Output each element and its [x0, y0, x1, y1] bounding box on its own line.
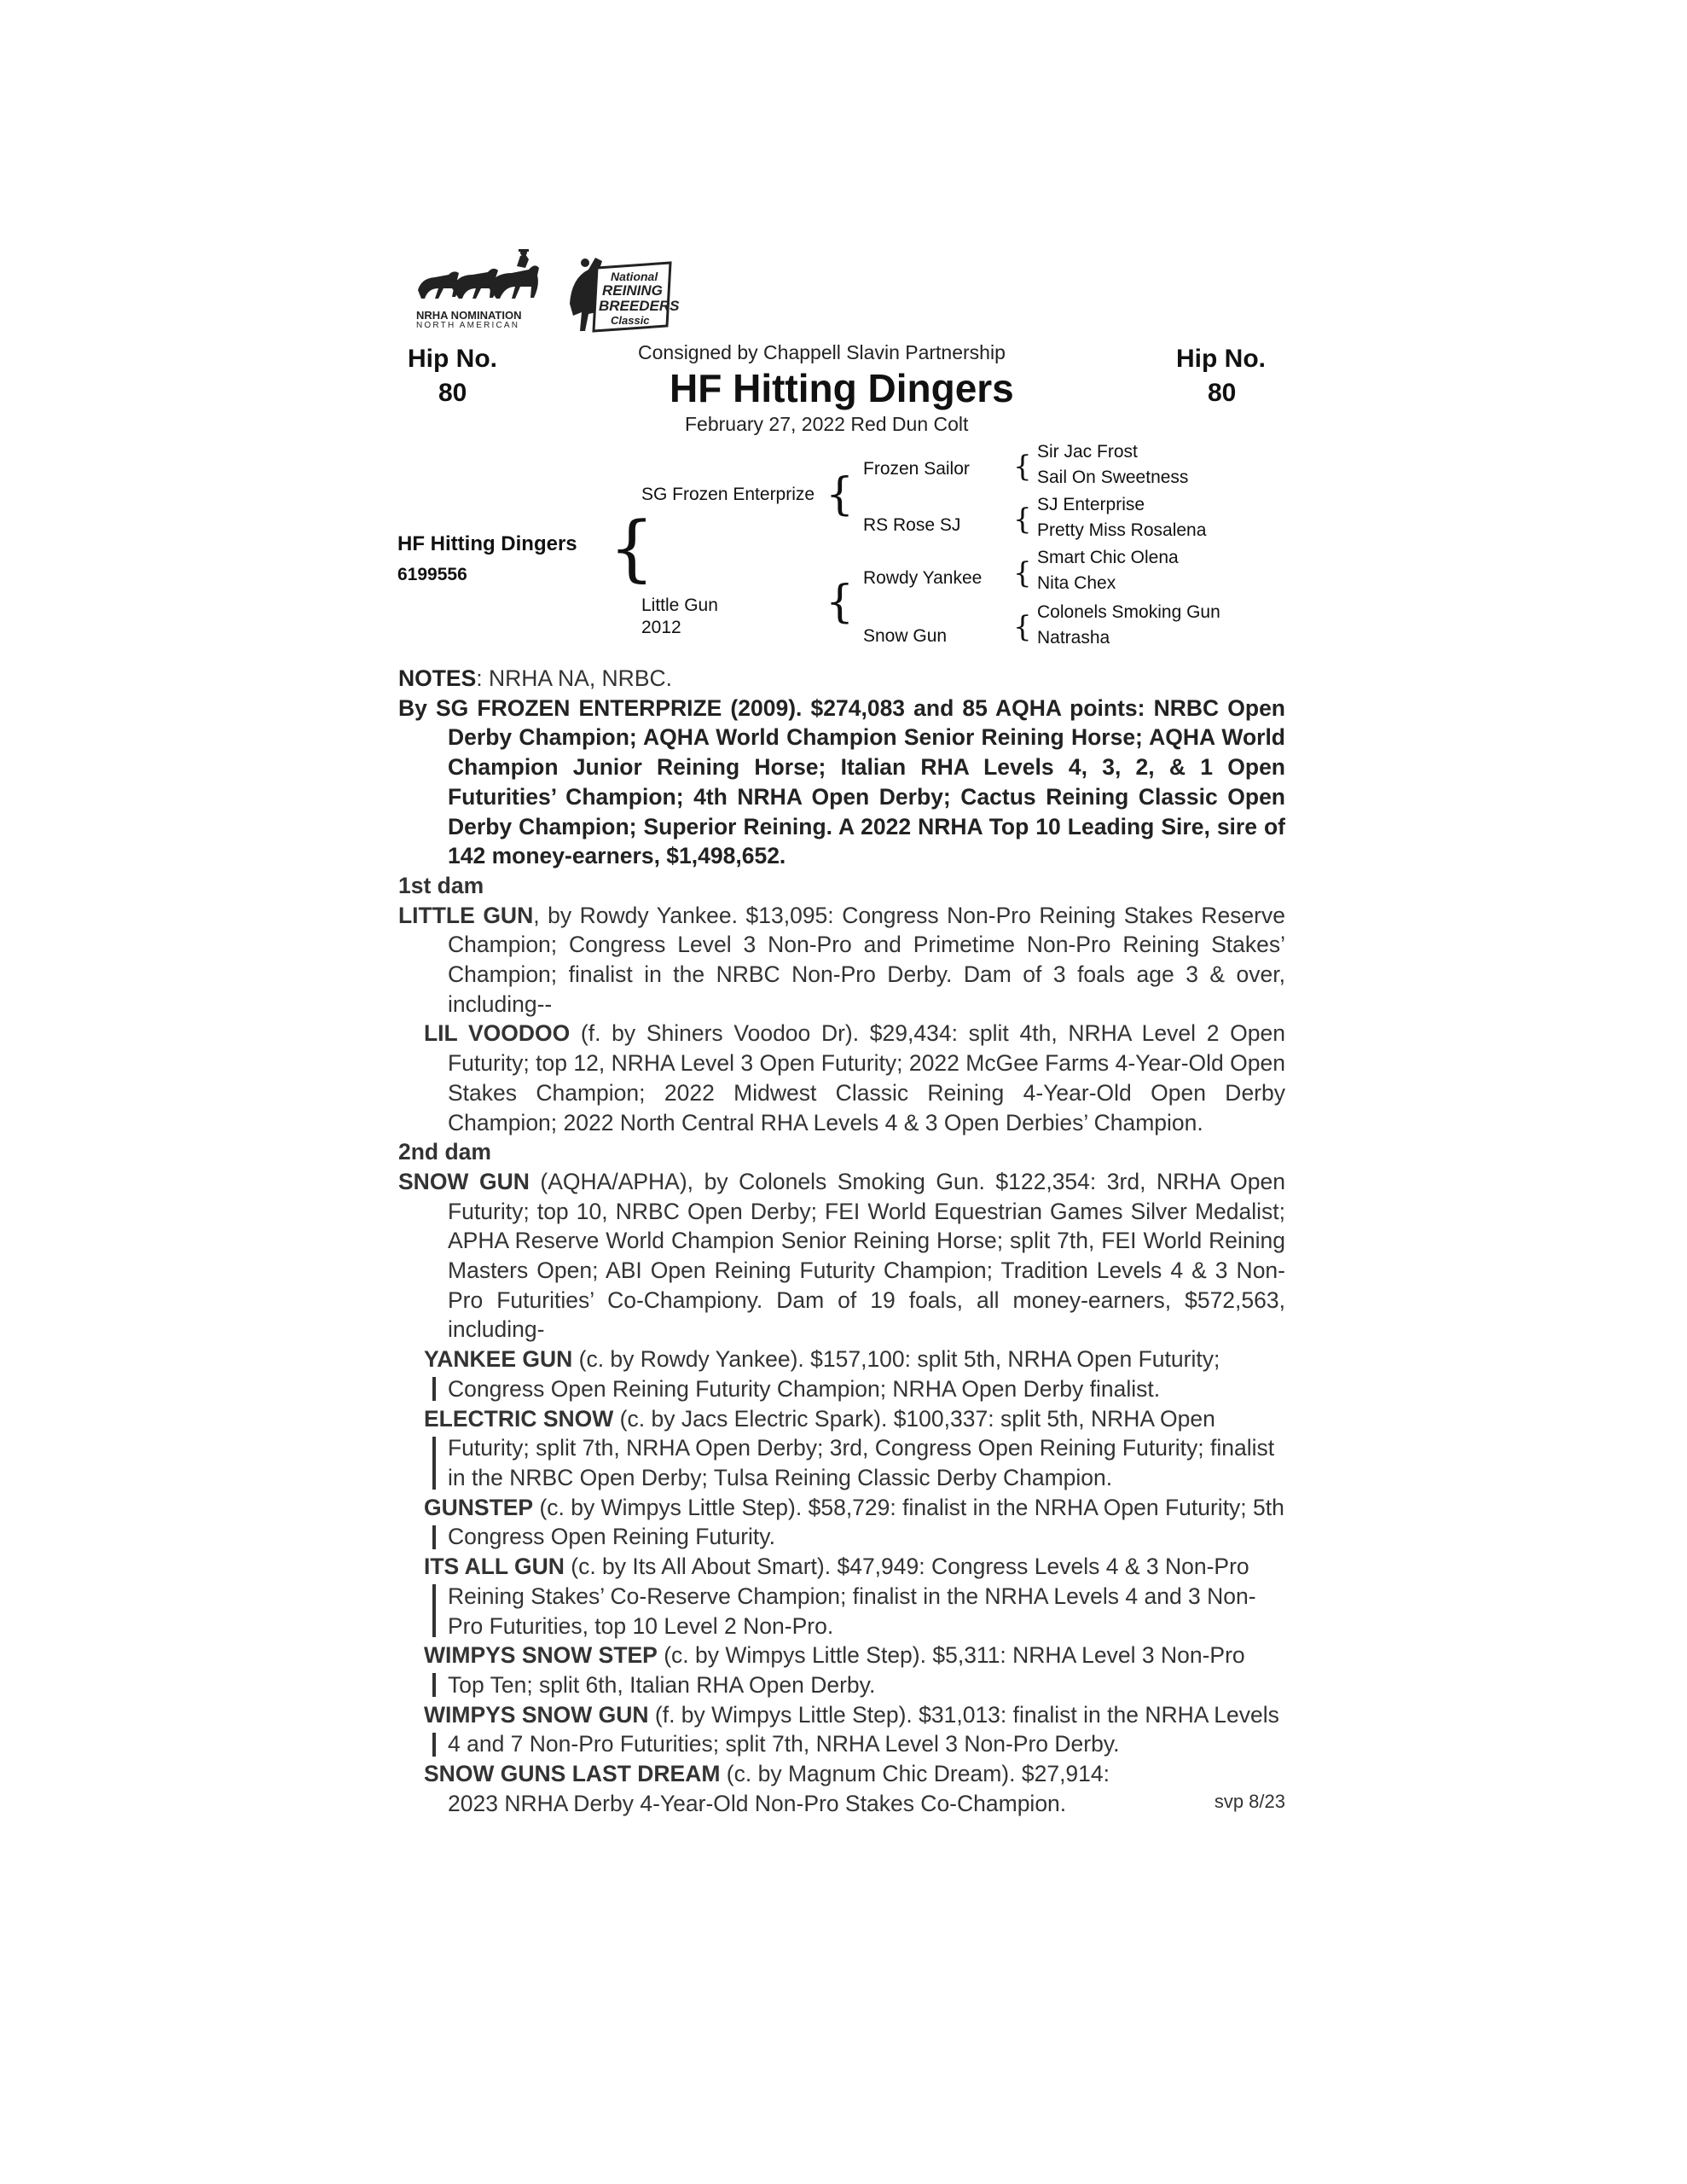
first-dam-heading: 1st dam — [398, 872, 484, 898]
pedigree-g1: Sir Jac Frost — [1037, 442, 1138, 462]
pedigree-brace-g1: { — [1013, 450, 1032, 484]
nrha-nomination-logo — [409, 249, 580, 334]
pedigree-g4: Pretty Miss Rosalena — [1037, 520, 1207, 540]
produce-name: WIMPYS SNOW STEP — [424, 1642, 658, 1669]
pedigree-brace-main: { — [609, 506, 655, 590]
produce-text: (c. by Its All About Smart). $47,949: Congress Levels 4 & 3 Non-Pro Reining Stakes’ Co-Reserve Champion; finalist in the NRHA Levels 4 and 3 Non-Pro Futurities, top 10 Level 2 Non-Pro. — [448, 1554, 1256, 1639]
pedigree-dam: Little Gun — [641, 595, 718, 615]
produce-text: (c. by Rowdy Yankee). $157,100: split 5th, NRHA Open Futurity; Congress Open Reining Futurity Champion; NRHA Open Derby finalist. — [448, 1346, 1220, 1402]
first-dam-paragraph — [398, 901, 1285, 1019]
pedigree-sire-dam: RS Rose SJ — [863, 515, 961, 535]
catalog-body — [398, 664, 1285, 1818]
stakes-bar — [432, 1377, 436, 1401]
pedigree-sire-sire: Frozen Sailor — [863, 459, 970, 479]
pedigree-brace-g4: { — [1013, 610, 1032, 644]
hip-label-right: Hip No. — [1176, 345, 1266, 373]
stakes-bar — [432, 1584, 436, 1637]
notes-text: : NRHA NA, NRBC. — [476, 665, 672, 691]
nrha-logo-line2: NORTH AMERICAN — [416, 321, 520, 330]
stakes-bar — [432, 1673, 436, 1697]
pedigree-brace-sire: { — [826, 469, 855, 520]
first-dam-text: , by Rowdy Yankee. $13,095: Congress Non-Pro Reining Stakes Reserve Champion; Congress Level 3 Non-Pro and Primetime Non-Pro Reining Stakes’ Champion; finalist in the NRBC Non-Pro Derby. Dam of 3 foals age 3 & over, including-- — [448, 902, 1285, 1017]
produce-text: (c. by Wimpys Little Step). $58,729: finalist in the NRHA Open Futurity; 5th Congress Open Reining Futurity. — [448, 1494, 1284, 1550]
pedigree-dam-sire: Rowdy Yankee — [863, 568, 983, 588]
nrbc-logo-line3: BREEDERS — [599, 298, 680, 314]
pedigree-brace-g3: { — [1013, 556, 1032, 590]
hip-number-left: 80 — [438, 379, 467, 407]
notes-label: NOTES — [398, 665, 477, 691]
produce-name: ITS ALL GUN — [424, 1554, 565, 1580]
horse-name-title: HF Hitting Dingers — [670, 366, 1014, 410]
second-dam-heading: 2nd dam — [398, 1139, 491, 1165]
notes-line — [398, 664, 1285, 694]
nrbc-logo-line1: National — [611, 270, 658, 283]
nrbc-logo-line4: Classic — [611, 314, 650, 327]
pedigree-brace-g2: { — [1013, 502, 1032, 537]
produce-text: (f. by Shiners Voodoo Dr). $29,434: split 4th, NRHA Level 2 Open Futurity; top 12, NRHA Level 3 Open Futurity; 2022 McGee Farms 4-Year-Old Open Stakes Champion; 2022 Midwest Classic Reining 4-Year-Old Open Derby Champion; 2022 North Central RHA Levels 4 & 3 Open Derbies’ Champion. — [448, 1020, 1285, 1136]
produce-entry — [398, 1700, 1285, 1759]
produce-entry — [398, 1641, 1285, 1699]
pedigree-g3: SJ Enterprise — [1037, 495, 1145, 514]
pedigree-g7: Colonels Smoking Gun — [1037, 602, 1220, 622]
produce-text: (f. by Wimpys Little Step). $31,013: finalist in the NRHA Levels 4 and 7 Non-Pro Futurities; split 7th, NRHA Level 3 Non-Pro Derby. — [448, 1701, 1279, 1757]
footer-code: svp 8/23 — [1214, 1790, 1285, 1812]
pedigree-g8: Natrasha — [1037, 628, 1110, 648]
horses-silhouette-icon — [409, 249, 580, 309]
nrbc-logo-line2: REINING — [602, 282, 663, 299]
pedigree-brace-dam: { — [826, 577, 855, 628]
nrbc-logo — [563, 253, 680, 338]
second-dam-text: (AQHA/APHA), by Colonels Smoking Gun. $122,354: 3rd, NRHA Open Futurity; top 10, NRBC Open Derby; FEI World Equestrian Games Silver Medalist; APHA Reserve World Champion Senior Reining Horse; split 7th, FEI World Reining Masters Open; ABI Open Reining Futurity Champion; Tradition Levels 4 & 3 Non-Pro Futurities’ Co-Championy. Dam of 19 foals, all money-earners, $572,563, including- — [448, 1168, 1285, 1343]
produce-entry — [398, 1552, 1285, 1641]
produce-entry — [398, 1404, 1285, 1493]
produce-name: LIL VOODOO — [424, 1020, 571, 1047]
sire-paragraph: By SG FROZEN ENTERPRIZE (2009). $274,083 and 85 AQHA points: NRBC Open Derby Champion; AQHA World Champion Senior Reining Horse; AQHA World Champion Junior Reining Horse; Italian RHA Levels 4, 3, 2, & 1 Open Futurities’ Champion; 4th NRHA Open Derby; Cactus Reining Classic Open Derby Champion; Superior Reining. A 2022 NRHA Top 10 Leading Sire, sire of 142 money-earners, $1,498,652. — [398, 694, 1285, 869]
second-dam-name: SNOW GUN — [398, 1168, 530, 1194]
hip-number-right: 80 — [1208, 379, 1237, 407]
produce-entry — [398, 1019, 1285, 1137]
produce-entry — [398, 1345, 1285, 1403]
nrha-logo-line1: NRHA NOMINATION — [416, 309, 522, 322]
produce-name: ELECTRIC SNOW — [424, 1405, 614, 1432]
stakes-bar — [432, 1733, 436, 1757]
pedigree-g5: Smart Chic Olena — [1037, 548, 1179, 567]
pedigree-dam-year: 2012 — [641, 618, 681, 637]
produce-text: (c. by Wimpys Little Step). $5,311: NRHA Level 3 Non-Pro Top Ten; split 6th, Italian RHA Open Derby. — [448, 1642, 1245, 1698]
produce-text: (c. by Jacs Electric Spark). $100,337: split 5th, NRHA Open Futurity; split 7th, NRHA Open Derby; 3rd, Congress Open Reining Futurity; finalist in the NRBC Open Derby; Tulsa Reining Classic Derby Champion. — [448, 1405, 1275, 1490]
pedigree-reg-number: 6199556 — [397, 565, 467, 584]
produce-name: WIMPYS SNOW GUN — [424, 1701, 649, 1728]
foal-info: February 27, 2022 Red Dun Colt — [685, 413, 969, 435]
stakes-bar — [432, 1525, 436, 1549]
pedigree-g6: Nita Chex — [1037, 573, 1116, 593]
produce-name: GUNSTEP — [424, 1494, 534, 1520]
produce-name: YANKEE GUN — [424, 1346, 573, 1373]
pedigree-dam-dam: Snow Gun — [863, 626, 948, 646]
second-dam-paragraph — [398, 1167, 1285, 1345]
pedigree-horse-name: HF Hitting Dingers — [397, 532, 577, 555]
pedigree-g2: Sail On Sweetness — [1037, 468, 1189, 487]
first-dam-name: LITTLE GUN — [398, 902, 534, 928]
stakes-bar — [432, 1437, 436, 1490]
produce-entry — [398, 1759, 1285, 1818]
pedigree-sire: SG Frozen Enterprize — [641, 485, 815, 504]
produce-text: (c. by Magnum Chic Dream). $27,914: 2023 NRHA Derby 4-Year-Old Non-Pro Stakes Co-Champion. — [448, 1761, 1110, 1816]
consigned-by: Consigned by Chappell Slavin Partnership — [638, 341, 1006, 363]
hip-label-left: Hip No. — [408, 345, 497, 373]
produce-name: SNOW GUNS LAST DREAM — [424, 1761, 721, 1787]
produce-entry — [398, 1493, 1285, 1552]
